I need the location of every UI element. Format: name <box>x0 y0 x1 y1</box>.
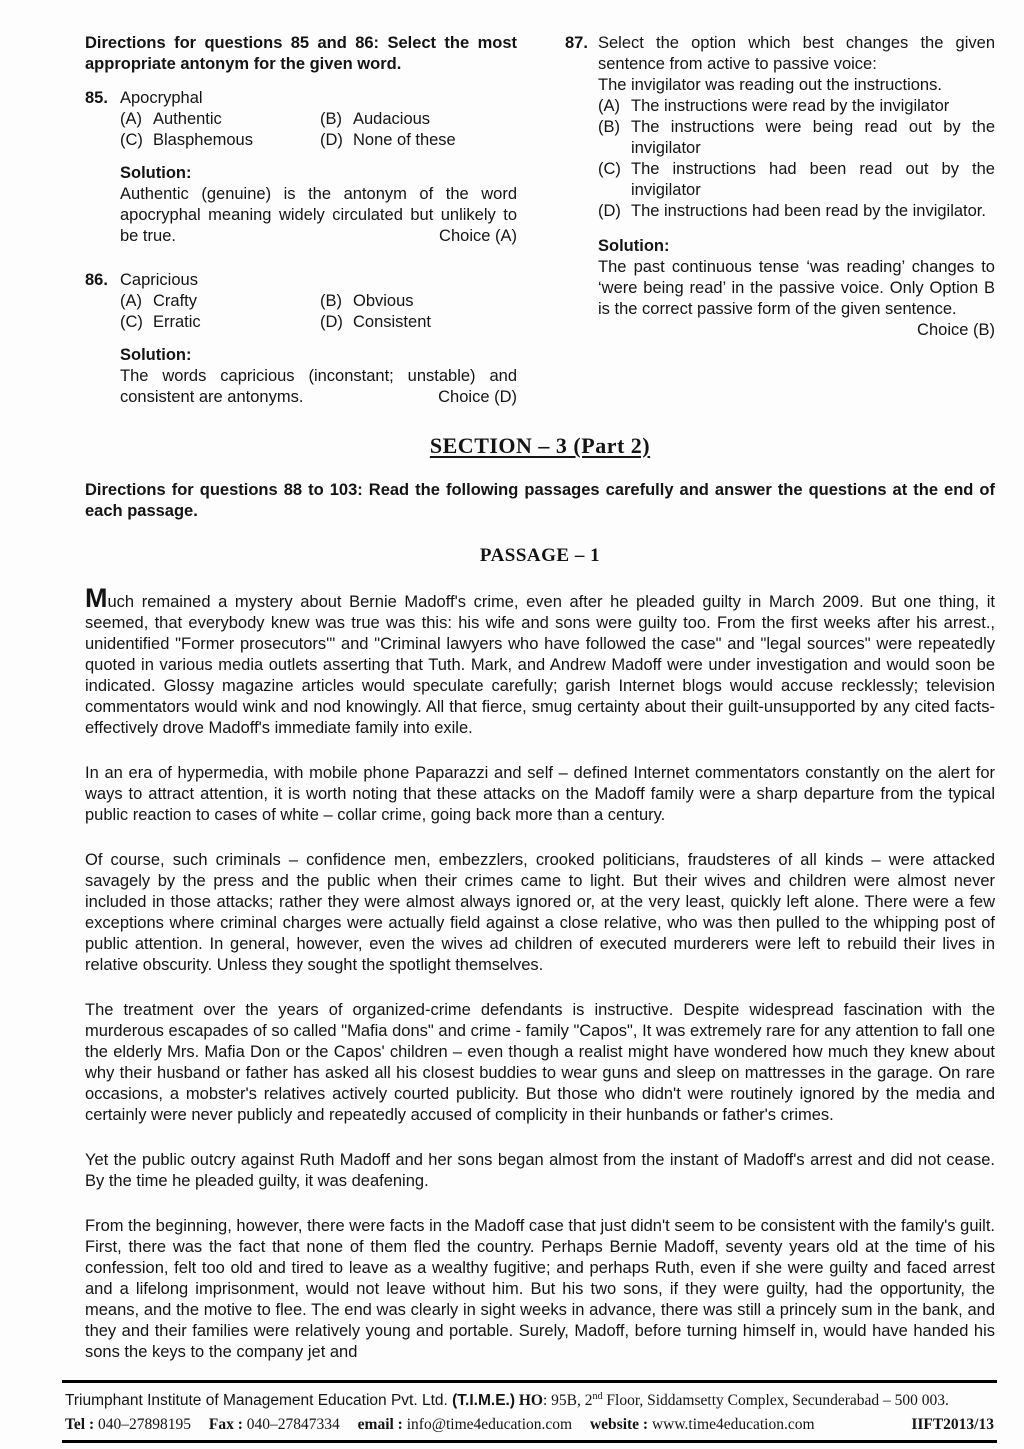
question-87 <box>565 33 995 341</box>
section-title-text: SECTION – 3 (Part 2) <box>429 433 651 458</box>
page-footer <box>62 1380 997 1443</box>
footer-ho-label: HO <box>518 1392 543 1409</box>
passage-paragraph-6: From the beginning, however, there were facts in the Madoff case that just didn't seem to be consistent with the family's guilt. First, there was the fact that none of them fled the country. Perhaps Bernie Madoff, seventy years old at the time of his confession, felt too old and tired to leave as a wealthy fugitive; and perhaps Ruth, even if she were guilty and faced arrest and a lifelong imprisonment, would not leave without him. But his two sons, if they were guilty, had the opportunity, the means, and the motive to flee. The end was clearly in sight weeks in advance, there was still a princely sum in the bank, and they and their families were relatively young and portable. Surely, Madoff, before turning himself in, would have handed his sons the keys to the company jet and <box>85 1217 995 1361</box>
footer-website-value: www.time4education.com <box>651 1416 815 1433</box>
solution-86-heading: Solution: <box>120 346 192 364</box>
footer-tel-label: Tel : <box>65 1416 95 1433</box>
solution-86-body: The words capricious (inconstant; unstable) and consistent are antonyms. <box>120 367 517 406</box>
question-87-option-b <box>598 117 995 159</box>
footer-fax-label: Fax : <box>208 1416 243 1433</box>
option-label: (C) <box>120 131 143 149</box>
passage-paragraph-4: The treatment over the years of organized-crime defendants is instructive. Despite widespread fascination with the murderous escapades of so called "Mafia dons" and crime - family "Capos", It was extremely rare for any attention to fall one the elderly Mrs. Mafia Don or the Capos' children – even though a realist might have wondered how much they knew about why their husband or father has asked all his closest buddies to wear guns and sleep on mattresses in the garage. On rare occasions, a mobster's relatives actively courted publicity. But those who didn't were routinely ignored by the media and certainly were never publicly and repeatedly accused of complicity in their hunbands or father's crimes. <box>85 1001 995 1124</box>
solution-85 <box>120 163 517 247</box>
directions-q85-86: Directions for questions 85 and 86: Select the most appropriate antonym for the given word. <box>85 34 517 73</box>
option-label: (D) <box>320 131 343 149</box>
footer-address-post: Floor, Siddamsetty Complex, Secunderabad – 500 003. <box>602 1392 949 1409</box>
solution-85-text <box>120 184 517 247</box>
question-85-stem: Apocryphal <box>120 89 203 107</box>
solution-86-text <box>120 366 517 408</box>
option-text: Audacious <box>353 110 431 128</box>
solution-85-body: Authentic (genuine) is the antonym of the word apocryphal meaning widely circulated but unlikely to be true. <box>120 185 517 245</box>
solution-87-choice: Choice (B) <box>917 321 995 339</box>
option-label: (C) <box>598 160 621 178</box>
passage-lead-initial: M <box>85 583 108 613</box>
footer-contact-line <box>65 1413 994 1437</box>
solution-85-heading: Solution: <box>120 164 192 182</box>
option-text: The instructions had been read by the invigilator. <box>631 202 986 220</box>
footer-document-code: IIFT2013/13 <box>911 1416 994 1433</box>
qa-left-column <box>85 33 517 408</box>
option-label: (A) <box>598 97 620 115</box>
solution-87-text <box>598 257 995 341</box>
option-label: (B) <box>320 110 342 128</box>
question-86 <box>85 270 517 408</box>
footer-institute-line <box>65 1385 994 1413</box>
option-text: Blasphemous <box>153 131 253 149</box>
footer-email-label: email : <box>357 1416 403 1433</box>
option-label: (A) <box>120 110 142 128</box>
option-label: (B) <box>598 118 620 136</box>
solution-85-choice: Choice (A) <box>439 227 517 245</box>
question-85-options <box>120 109 517 151</box>
option-label: (D) <box>320 313 343 331</box>
section-title <box>85 433 995 459</box>
solution-87-body: The past continuous tense ‘was reading’ changes to ‘were being read’ in the passive voice. Only Option B is the correct passive form of the given sentence. <box>598 258 995 318</box>
directions-q88-103: Directions for questions 88 to 103: Read the following passages carefully and answer the questions at the end of each passage. <box>85 481 995 520</box>
footer-institute-name: Triumphant Institute of Management Education Pvt. Ltd. <box>65 1392 453 1409</box>
question-87-number: 87. <box>565 34 588 52</box>
option-text: The instructions had been read out by the invigilator <box>631 160 995 199</box>
question-87-sentence: The invigilator was reading out the instructions. <box>598 76 942 94</box>
option-text: Consistent <box>353 313 431 331</box>
passage-title: PASSAGE – 1 <box>479 545 601 566</box>
solution-87 <box>598 236 995 341</box>
footer-address-pre: : 95B, 2 <box>543 1392 593 1409</box>
option-label: (D) <box>598 202 621 220</box>
option-label: (C) <box>120 313 143 331</box>
footer-tel-value: 040–27898195 <box>98 1416 192 1433</box>
passage-body <box>85 583 995 1363</box>
question-87-option-c <box>598 159 995 201</box>
option-label: (B) <box>320 292 342 310</box>
footer-email-value: info@time4education.com <box>406 1416 573 1433</box>
question-86-number: 86. <box>85 271 108 289</box>
footer-time-abbrev: (T.I.M.E.) <box>452 1392 515 1409</box>
option-text: Crafty <box>153 292 198 310</box>
passage-paragraph-1 <box>85 583 995 739</box>
passage-paragraph-3: Of course, such criminals – confidence men, embezzlers, crooked politicians, fraudsteres of all kinds – were attacked savagely by the press and the public when their crimes came to light. But their wives and children were almost never included in those attacks; rather they were almost always ignored or, at the very least, quickly left alone. There were a few exceptions where criminal charges were actually field against a close relative, who was then pulled to the whipping post of public attention. In general, however, even the wives ad children of executed murderers were left to rebuild their lives in relative obscurity. Unless they sought the spotlight themselves. <box>85 851 995 974</box>
question-85 <box>85 88 517 247</box>
footer-website-label: website : <box>589 1416 649 1433</box>
passage-paragraph-2: In an era of hypermedia, with mobile phone Paparazzi and self – defined Internet commentators constantly on the alert for ways to attract attention, it is worth noting that these attacks on the Madoff family were a sharp departure from the typical public reaction to cases of white – collar crime, going back more than a century. <box>85 764 995 824</box>
footer-address-ordinal: nd <box>592 1390 603 1402</box>
option-text: Obvious <box>353 292 414 310</box>
qa-columns <box>85 33 995 408</box>
solution-87-heading: Solution: <box>598 237 670 255</box>
question-86-stem: Capricious <box>120 271 198 289</box>
question-87-stem: Select the option which best changes the given sentence from active to passive voice: <box>598 34 995 73</box>
option-text: The instructions were read by the invigilator <box>631 97 950 115</box>
passage-paragraph-1-text: uch remained a mystery about Bernie Madoff's crime, even after he pleaded guilty in March 2009. But one thing, it seemed, that everybody knew was true was this: his wife and sons were guilty too. From the first weeks after his arrest., unidentified "Former prosecutors'" and "Criminal lawyers who have followed the case" and "legal sources" were repeatedly quoted in various media outlets asserting that Tuth. Mark, and Andrew Madoff were under investigation and would soon be indicated. Glossy magazine articles would speculate carefully; garish Internet blogs would accuse recklessly; television commentators would wink and nod knowingly. All that fierce, smug certainty about their guilt-unsupported by any cited facts-effectively drove Madoff's immediate family into exile. <box>85 593 995 737</box>
solution-86 <box>120 345 517 408</box>
option-text: Authentic <box>153 110 222 128</box>
qa-right-column <box>565 33 995 408</box>
question-87-option-d <box>598 201 995 222</box>
page-content <box>85 33 995 1363</box>
option-text: None of these <box>353 131 456 149</box>
question-87-option-a <box>598 96 995 117</box>
option-text: The instructions were being read out by the invigilator <box>631 118 995 157</box>
option-label: (A) <box>120 292 142 310</box>
passage-paragraph-5: Yet the public outcry against Ruth Madoff and her sons began almost from the instant of Madoff's arrest and did not cease. By the time he pleaded guilty, it was deafening. <box>85 1151 995 1190</box>
footer-contact-group <box>65 1413 829 1437</box>
solution-86-choice: Choice (D) <box>438 388 517 406</box>
question-86-options <box>120 291 517 333</box>
footer-fax-value: 040–27847334 <box>246 1416 340 1433</box>
option-text: Erratic <box>153 313 201 331</box>
question-85-number: 85. <box>85 89 108 107</box>
